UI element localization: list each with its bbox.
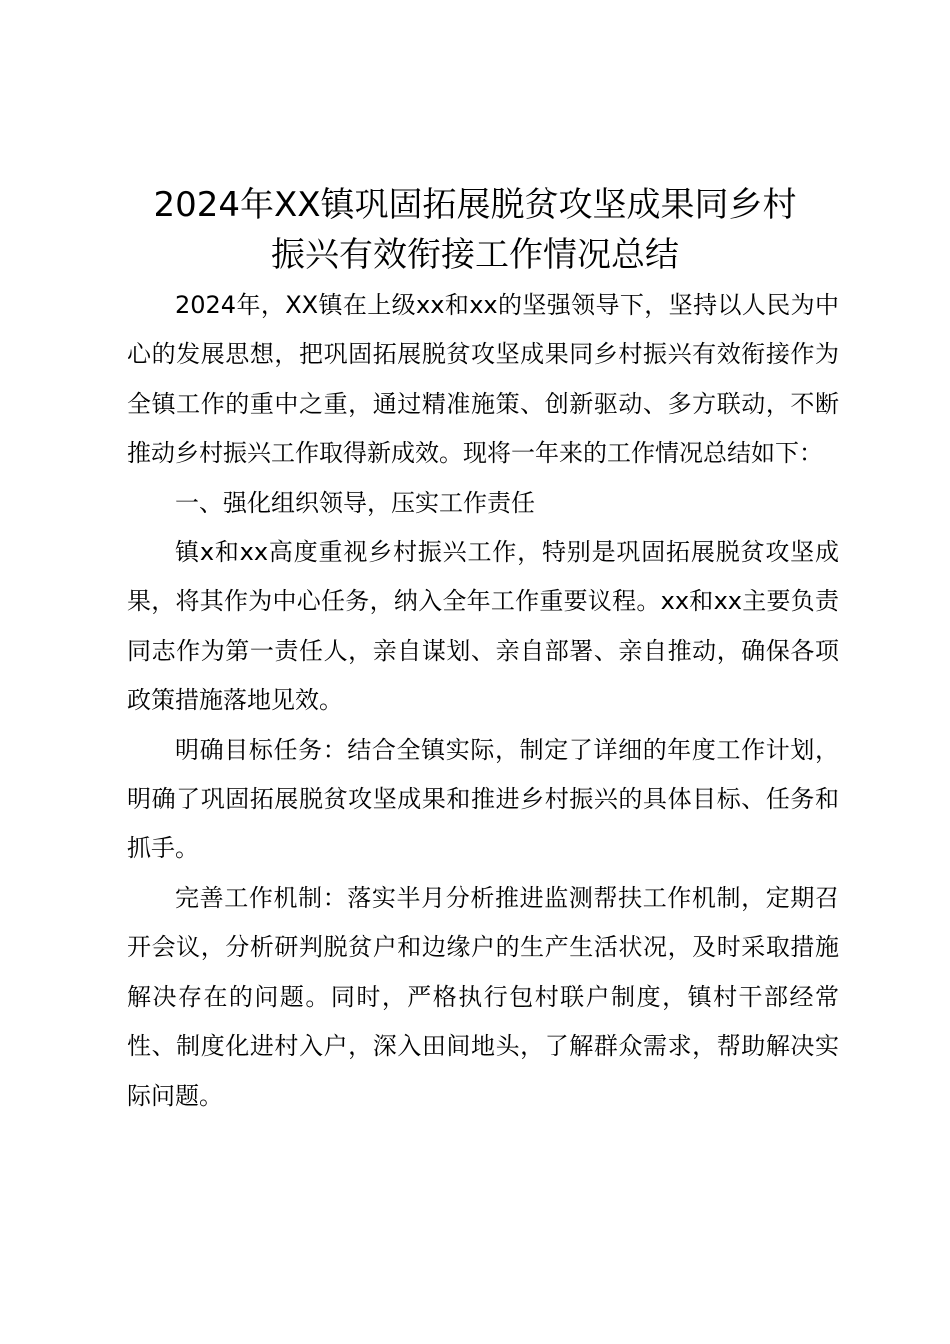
document-title [110,180,840,280]
intro-paragraph: 2024年，XX镇在上级xx和xx的坚强领导下，坚持以人民为中心的发展思想，把巩固拓展脱贫攻坚成果同乡村振兴有效衔接作为全镇工作的重中之重，通过精准施策、创新驱动、多方联动，不断推动乡村振兴工作取得新成效。现将一年来的工作情况总结如下： [127,291,839,468]
section-heading: 一、强化组织领导，压实工作责任 [175,488,535,517]
title-line-1: 2024年XX镇巩固拓展脱贫攻坚成果同乡村 [153,185,797,225]
body-paragraph: 明确目标任务：结合全镇实际，制定了详细的年度工作计划，明确了巩固拓展脱贫攻坚成果和推进乡村振兴的具体目标、任务和抓手。 [127,735,839,863]
title-line-2: 振兴有效衔接工作情况总结 [271,235,679,275]
body-paragraph: 完善工作机制：落实半月分析推进监测帮扶工作机制，定期召开会议，分析研判脱贫户和边缘户的生产生活状况，及时采取措施解决存在的问题。同时，严格执行包村联户制度，镇村干部经常性、制度化进村入户，深入田间地头，了解群众需求，帮助解决实际问题。 [127,883,839,1110]
document-body [127,281,839,1121]
body-paragraph: 镇x和xx高度重视乡村振兴工作，特别是巩固拓展脱贫攻坚成果，将其作为中心任务，纳入全年工作重要议程。xx和xx主要负责同志作为第一责任人，亲自谋划、亲自部署、亲自推动，确保各项政策措施落地见效。 [127,538,839,715]
